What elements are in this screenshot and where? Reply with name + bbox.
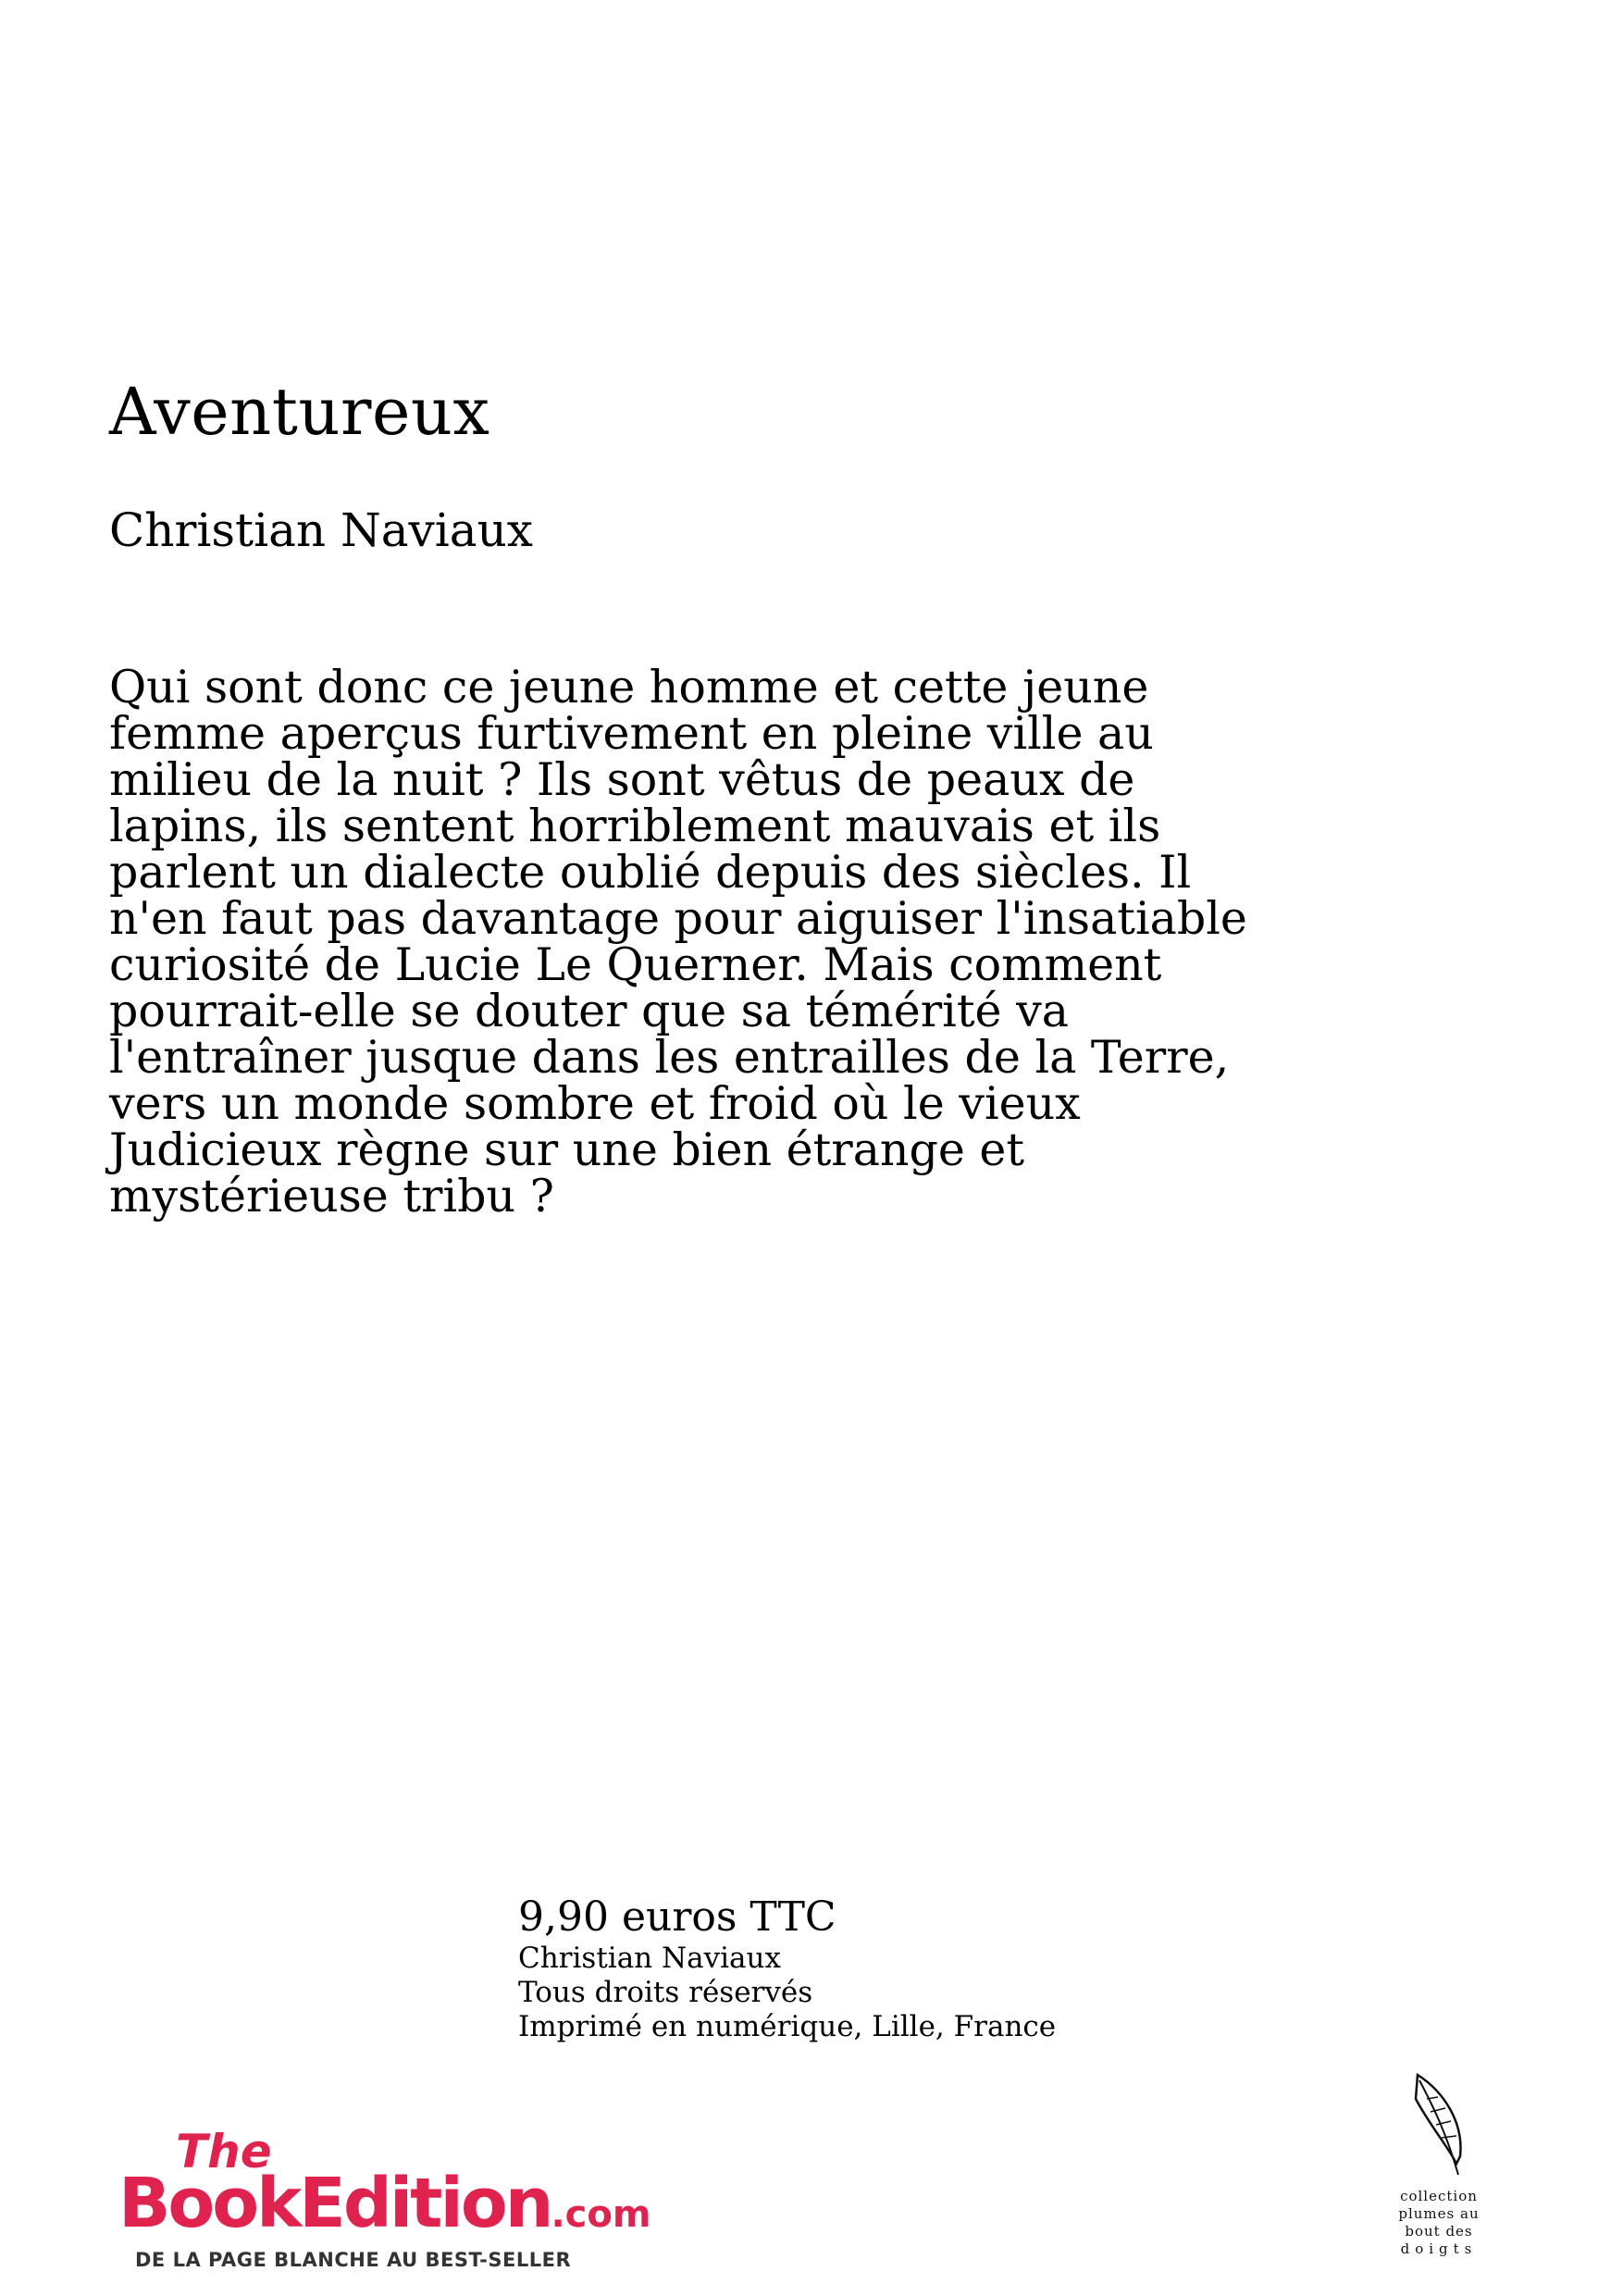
book-author: Christian Naviaux (109, 503, 534, 557)
info-author: Christian Naviaux (518, 1942, 781, 1975)
thebookedition-logo (118, 2125, 674, 2271)
collection-line-2: plumes au (1398, 2205, 1480, 2222)
logo-wordmark (118, 2164, 651, 2243)
logo-name: BookEdition (118, 2164, 551, 2243)
feather-icon (1406, 2071, 1471, 2182)
logo-the: The (176, 2125, 272, 2178)
book-title: Aventureux (109, 374, 490, 450)
book-blurb: Qui sont donc ce jeune homme et cette jeune femme aperçus furtivement en pleine ville au milieu de la nuit ? Ils sont vêtus de peaux de lapins, ils sentent horriblement mauvais et ils parlent un dialecte oublié depuis des siècles. Il n'en faut pas davantage pour aiguiser l'insatiable curiosité de Lucie Le Querner. Mais comment pourrait-elle se douter que sa témérité va l'entraîner jusque dans les entrailles de la Terre, vers un monde sombre et froid où le vieux Judicieux règne sur une bien étrange et mystérieuse tribu ? (109, 661, 1247, 1222)
collection-line-4: doigts (1400, 2240, 1478, 2257)
back-cover-info (518, 1893, 1351, 2044)
collection-line-1: collection (1400, 2188, 1478, 2204)
logo-domain: .com (551, 2193, 651, 2236)
info-rights: Tous droits réservés (518, 1976, 813, 2009)
collection-line-3: bout des (1405, 2223, 1473, 2240)
price: 9,90 euros TTC (518, 1893, 836, 1941)
info-printing: Imprimé en numérique, Lille, France (518, 2010, 1057, 2043)
collection-mark (1388, 2071, 1490, 2258)
logo-tagline: DE LA PAGE BLANCHE AU BEST-SELLER (135, 2249, 572, 2271)
